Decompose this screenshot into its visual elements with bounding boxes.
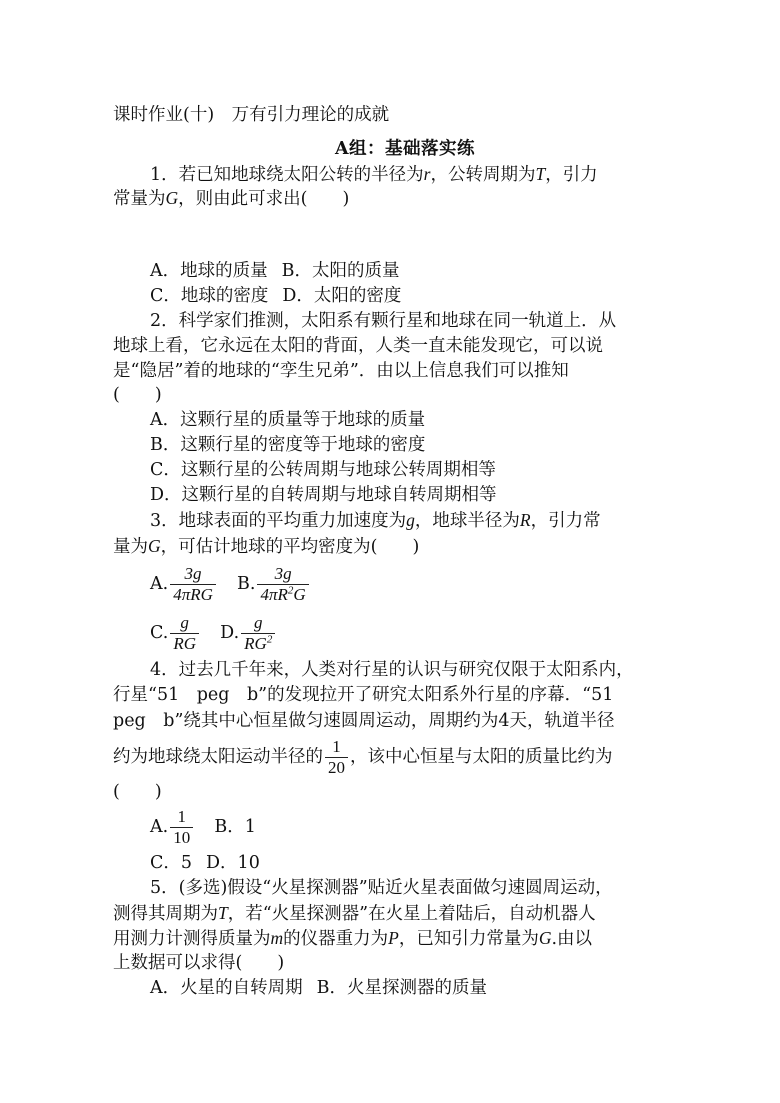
q3-option-b-fraction: $\frac{3g}{4\pi R^2G}$ <box>257 564 308 605</box>
q1-options-cd <box>0 285 780 307</box>
q5-line-3: 用测力计测得质量为m的仪器重力为P，已知引力常量为G.由以 <box>113 928 593 949</box>
q4-options-ab <box>0 805 780 849</box>
q2-option-d: D．这颗行星的自转周期与地球自转周期相等 <box>150 485 497 505</box>
q3-option-d-fraction: $\frac{g}{RG^2}$ <box>241 613 275 654</box>
q1-line-2: 常量为G，则由此可求出( ) <box>113 188 350 209</box>
q2-line-4: ( ) <box>113 385 162 405</box>
q2-option-c: C．这颗行星的公转周期与地球公转周期相等 <box>150 460 496 480</box>
q4-options-cd <box>0 852 780 874</box>
q4-option-b: B．1 <box>214 817 256 837</box>
q3-line-2: 量为G，可估计地球的平均密度为( ) <box>113 536 420 557</box>
q5-line-4: 上数据可以求得( ) <box>113 953 285 973</box>
q5-line-1: 5．(多选)假设“火星探测器”贴近火星表面做匀速圆周运动， <box>150 878 613 898</box>
q4-option-a-fraction: $\frac{1}{10}$ <box>170 807 193 848</box>
q1-option-c: C．地球的密度 <box>150 286 269 306</box>
q3-options-ab <box>0 562 780 606</box>
q1-options-ab <box>0 260 780 282</box>
section-heading: A组：基础落实练 <box>334 139 476 159</box>
q4-line-5: ( ) <box>113 782 162 802</box>
q1-line-1: 1．若已知地球绕太阳公转的半径为r，公转周期为T，引力 <box>150 164 598 185</box>
q4-line-2: 行星“51 peg b”的发现拉开了研究太阳系外行星的序幕．“51 <box>113 685 614 705</box>
q5-option-b: B．火星探测器的质量 <box>316 978 488 998</box>
q3-option-a: A. $\frac{3g}{\text{4πRG}}$ <box>150 574 223 594</box>
q3-option-d: D. $\frac{g}{RG^2}$ <box>220 623 277 643</box>
q4-option-c: C．5 <box>150 853 193 873</box>
q3-option-c-fraction: $\frac{g}{RG}$ <box>170 613 199 654</box>
q3-options-cd <box>0 611 780 655</box>
q5-options-ab <box>0 977 780 999</box>
q2-line-2: 地球上看，它永远在太阳的背面，人类一直未能发现它，可以说 <box>113 336 603 356</box>
q4-line-1: 4．过去几千年来，人类对行星的认识与研究仅限于太阳系内， <box>150 660 634 680</box>
q1-option-b: B．太阳的质量 <box>281 261 400 281</box>
q2-option-a: A．这颗行星的质量等于地球的质量 <box>150 410 426 430</box>
q3-option-a-fraction: $\frac{3g}{\text{4πRG}}$ <box>170 564 216 605</box>
q2-line-3: 是“隐居”着的地球的“孪生兄弟”．由以上信息我们可以推知 <box>113 361 569 381</box>
q2-line-1: 2．科学家们推测，太阳系有颗行星和地球在同一轨道上．从 <box>150 311 617 331</box>
q1-option-a: A．地球的质量 <box>150 261 268 281</box>
q4-option-a: A. $\frac{1}{10}$ <box>150 817 201 837</box>
q1-option-d: D．太阳的密度 <box>282 286 402 306</box>
q3-option-b: B. $\frac{3g}{4\pi R^2G}$ <box>237 574 311 594</box>
q3-option-c: C. $\frac{g}{RG}$ <box>150 623 207 643</box>
q4-line-4: 约为地球绕太阳运动半径的 $\frac{1}{20}$ ，该中心恒星与太阳的质量比约为 <box>113 737 613 777</box>
page-title: 课时作业(十) 万有引力理论的成就 <box>113 105 390 125</box>
q5-line-2: 测得其周期为T，若“火星探测器”在火星上着陆后，自动机器人 <box>113 903 596 924</box>
q4-inline-fraction: $\frac{1}{20}$ <box>325 737 348 778</box>
q4-option-d: D．10 <box>206 853 260 873</box>
q4-line-3: peg b”绕其中心恒星做匀速圆周运动，周期约为4天，轨道半径 <box>113 711 615 731</box>
q3-line-1: 3．地球表面的平均重力加速度为g，地球半径为R，引力常 <box>150 510 601 531</box>
q2-option-b: B．这颗行星的密度等于地球的密度 <box>150 435 426 455</box>
q5-option-a: A．火星的自转周期 <box>150 978 303 998</box>
